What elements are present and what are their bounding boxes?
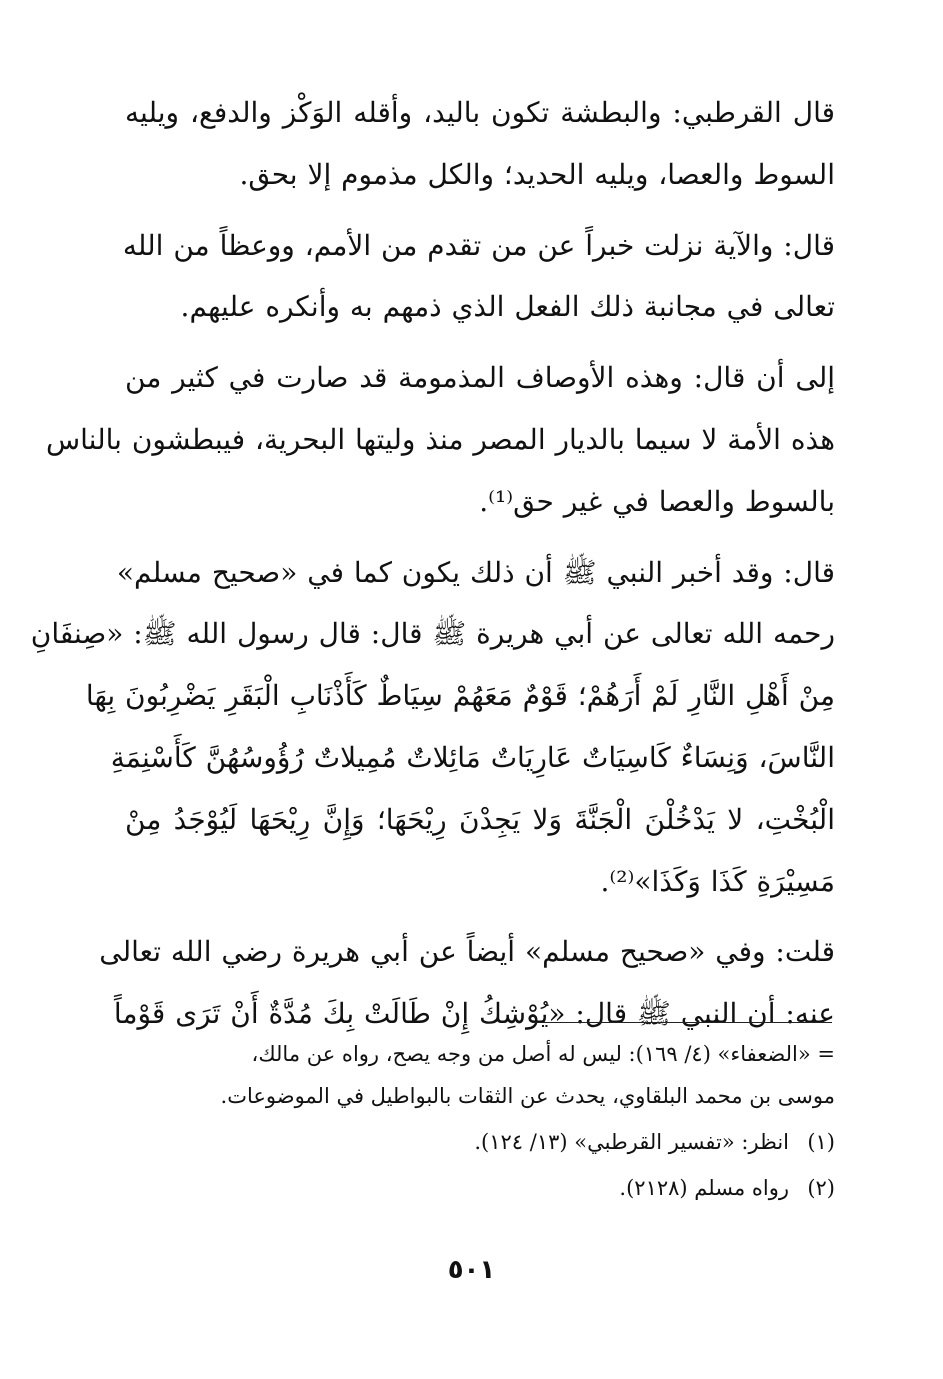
paragraph-4 xyxy=(30,542,835,913)
text-line: النَّاسَ، وَنِسَاءٌ كَاسِيَاتٌ عَارِيَاتٌ مَائِلاتٌ مُمِيلاتٌ رُؤُوسُهُنَّ كَأَسْنِمَةِ xyxy=(110,740,835,774)
text-line: إلى أن قال: وهذه الأوصاف المذمومة قد صارت في كثير من xyxy=(125,361,835,395)
paragraph-3 xyxy=(45,347,835,532)
footnote-text: رواه مسلم (٢١٢٨). xyxy=(619,1176,789,1200)
main-text xyxy=(30,82,835,1045)
text-line: هذه الأمة لا سيما بالديار المصر منذ وليتها البحرية، فيبطشون بالناس xyxy=(45,422,835,456)
footnote-continuation-line: = «الضعفاء» (٤/ ١٦٩): ليس له أصل من وجه يصح، رواه عن مالك، xyxy=(251,1042,835,1066)
text-line: قال القرطبي: والبطشة تكون باليد، وأقله الوَكْز والدفع، ويليه xyxy=(125,96,835,129)
page-number: ٥٠١ xyxy=(447,1255,496,1285)
footnotes xyxy=(125,1033,835,1209)
footnote-separator xyxy=(532,1022,832,1023)
text-line: عنه: أن النبي ﷺ قال: «يُوْشِكُ إِنْ طَالَتْ بِكَ مُدَّةٌ أَنْ تَرَى قَوْماً xyxy=(113,997,835,1031)
footnote-continuation-line: موسى بن محمد البلقاوي، يحدث عن الثقات بالبواطيل في الموضوعات. xyxy=(220,1084,835,1108)
text-line: قال: والآية نزلت خبراً عن من تقدم من الأمم، ووعظاً من الله xyxy=(122,228,835,262)
text-line: مَسِيْرَةِ كَذَا وَكَذَا»⁽²⁾. xyxy=(600,864,835,898)
footnote-2 xyxy=(125,1167,835,1209)
text-line: رحمه الله تعالى عن أبي هريرة ﷺ قال: قال رسول الله ﷺ: «صِنفَانِ xyxy=(30,617,835,651)
footnote-1 xyxy=(125,1121,835,1163)
text-line: الْبُخْتِ، لا يَدْخُلْنَ الْجَنَّةَ وَلا يَجِدْنَ رِيْحَهَا؛ وَإِنَّ رِيْحَهَا لَيُوْجَدُ مِنْ xyxy=(125,802,835,836)
text-line: مِنْ أَهْلِ النَّارِ لَمْ أَرَهُمْ؛ قَوْمٌ مَعَهُمْ سِيَاطٌ كَأَذْنَابِ الْبَقَرِ يَضْرِبُونَ بِهَا xyxy=(85,679,835,713)
paragraph-2 xyxy=(122,215,835,339)
paragraph-5 xyxy=(99,921,835,1045)
text-line: قال: وقد أخبر النبي ﷺ أن ذلك يكون كما في «صحيح مسلم» xyxy=(116,555,835,589)
paragraph-1 xyxy=(125,82,835,206)
text-line: تعالى في مجانبة ذلك الفعل الذي ذمهم به وأنكره عليهم. xyxy=(180,290,835,324)
footnote-text: انظر: «تفسير القرطبي» (١٣/ ١٢٤). xyxy=(474,1130,789,1154)
footnote-number: (١) xyxy=(807,1130,835,1154)
text-line: قلت: وفي «صحيح مسلم» أيضاً عن أبي هريرة رضي الله تعالى xyxy=(99,935,835,969)
footnote-number: (٢) xyxy=(807,1176,835,1200)
text-line: بالسوط والعصا في غير حق⁽¹⁾. xyxy=(479,484,835,518)
text-line: السوط والعصا، ويليه الحديد؛ والكل مذموم إلا بحق. xyxy=(239,157,835,191)
